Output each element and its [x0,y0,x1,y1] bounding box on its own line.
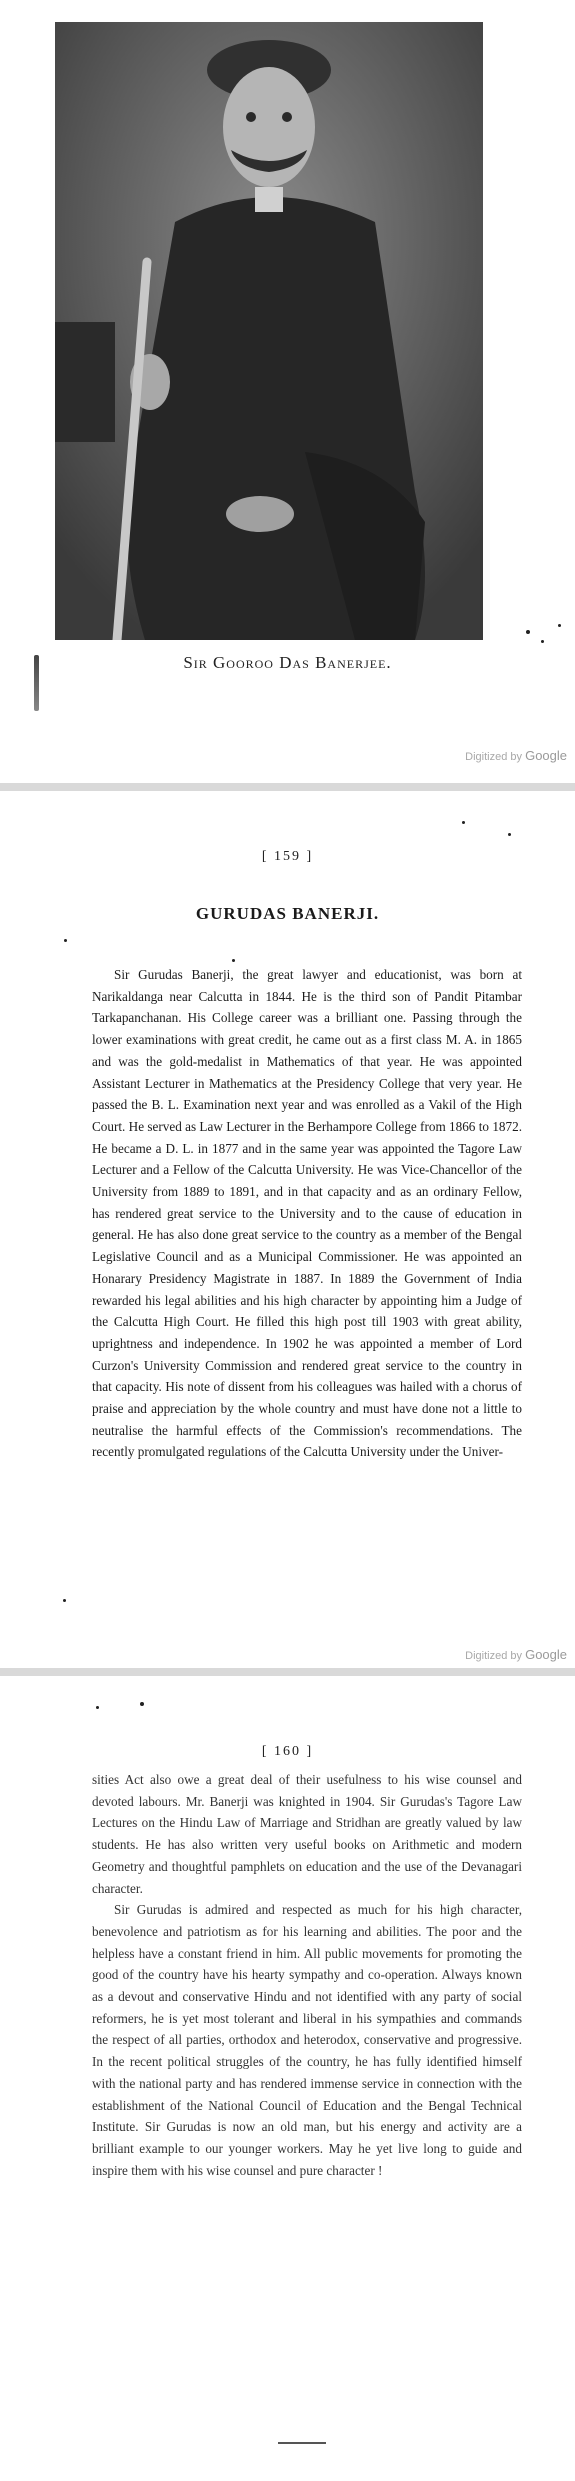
ink-speck [526,630,530,634]
ink-speck [96,1706,99,1709]
ink-speck [232,959,235,962]
page-159 [0,791,575,1668]
portrait-caption: Sir Gooroo Das Banerjee. [183,653,392,672]
biography-text [92,964,522,1463]
ink-speck [558,624,561,627]
digitized-label: Digitized by [465,1650,523,1662]
page-160 [0,1676,575,2481]
page-edge-mark [34,655,39,711]
ink-speck [462,821,465,824]
ink-speck [140,1702,144,1706]
digitized-by-google-watermark [465,748,567,763]
ink-speck [63,1599,66,1602]
biography-text [92,1769,522,2181]
digitized-label: Digitized by [465,751,523,763]
portrait-photograph [55,22,483,640]
paragraph: Sir Gurudas is admired and respected as much for his high character, benevolence and patriotism as for his learning and abilities. The poor and the helpless have a constant friend in him. All public movements for promoting the good of the country have his hearty sympathy and co-operation. Always known as a devout and conservative Hindu and not identified with any party of social reformers, he is yet most tolerant and liberal in his sympathies and commands the respect of all parties, orthodox and heterodox, conservative and progressive. In the recent political struggles of the country, he has fully identified himself with the national party and has rendered immense service in connection with the establishment of the National Council of Education and the Bengal Technical Institute. Sir Gurudas is now an old man, but his energy and activity are a brilliant example to our younger workers. May he yet live long to guide and inspire them with his wise counsel and pure character ! [92,1902,522,2178]
ink-speck [508,833,511,836]
page-number: [ 159 ] [261,849,314,864]
page-portrait-plate [0,0,575,783]
ink-speck [541,640,544,643]
google-brand: Google [525,748,567,763]
paragraph: sities Act also owe a great deal of their usefulness to his wise counsel and devoted labours. Mr. Banerji was knighted in 1904. Sir Gurudas's Tagore Law Lectures on the Hindu Law of Marriage and Stridhan are greatly valued by law students. He has also written very useful books on Arithmetic and modern Geometry and thoughtful pamphlets on education and the use of the Devanagari character. [92,1772,522,1896]
page-heading: GURUDAS BANERJI. [195,904,380,923]
digitized-by-google-watermark [465,1647,567,1662]
paragraph: Sir Gurudas Banerji, the great lawyer and educationist, was born at Narikaldanga near Calcutta in 1844. He is the third son of Pandit Pitambar Tarkapanchanan. His College career was a brilliant one. Passing through the lower examinations with great credit, he came out as a first class M. A. in 1865 and was the gold-medalist in Mathematics of that year. He was appointed Assistant Lecturer in Mathematics at the Presidency College that very year. He passed the B. L. Examination next year and was enrolled as a Vakil of the High Court. He served as Law Lecturer in the Berhampore College from 1866 to 1872. He became a D. L. in 1877 and in the same year was appointed the Tagore Law Lecturer and a Fellow of the Calcutta University. He was Vice-Chancellor of the University from 1889 to 1891, and in that capacity and as an ordinary Fellow, has rendered great service to the University and to the cause of education in general. He has also done great service to the country as a member of the Bengal Legislative Council and as a Municipal Commissioner. He was appointed an Honarary Presidency Magistrate in 1887. In 1889 the Government of India rewarded his legal abilities and his high character by appointing him a Judge of the Calcutta High Court. He filled this high post till 1903 with great ability, uprightness and independence. In 1902 he was appointed a member of Lord Curzon's University Commission and rendered great service to the country in that capacity. His note of dissent from his colleagues was hailed with a chorus of praise and appreciation by the whole country and must have done not a little to neutralise the harmful effects of the Commission's recommendations. The recently promulgated regulations of the Calcutta University under the Univer- [92,967,522,1460]
ink-speck [64,939,67,942]
end-rule [278,2442,326,2444]
google-brand: Google [525,1647,567,1662]
page-number: [ 160 ] [261,1744,314,1759]
